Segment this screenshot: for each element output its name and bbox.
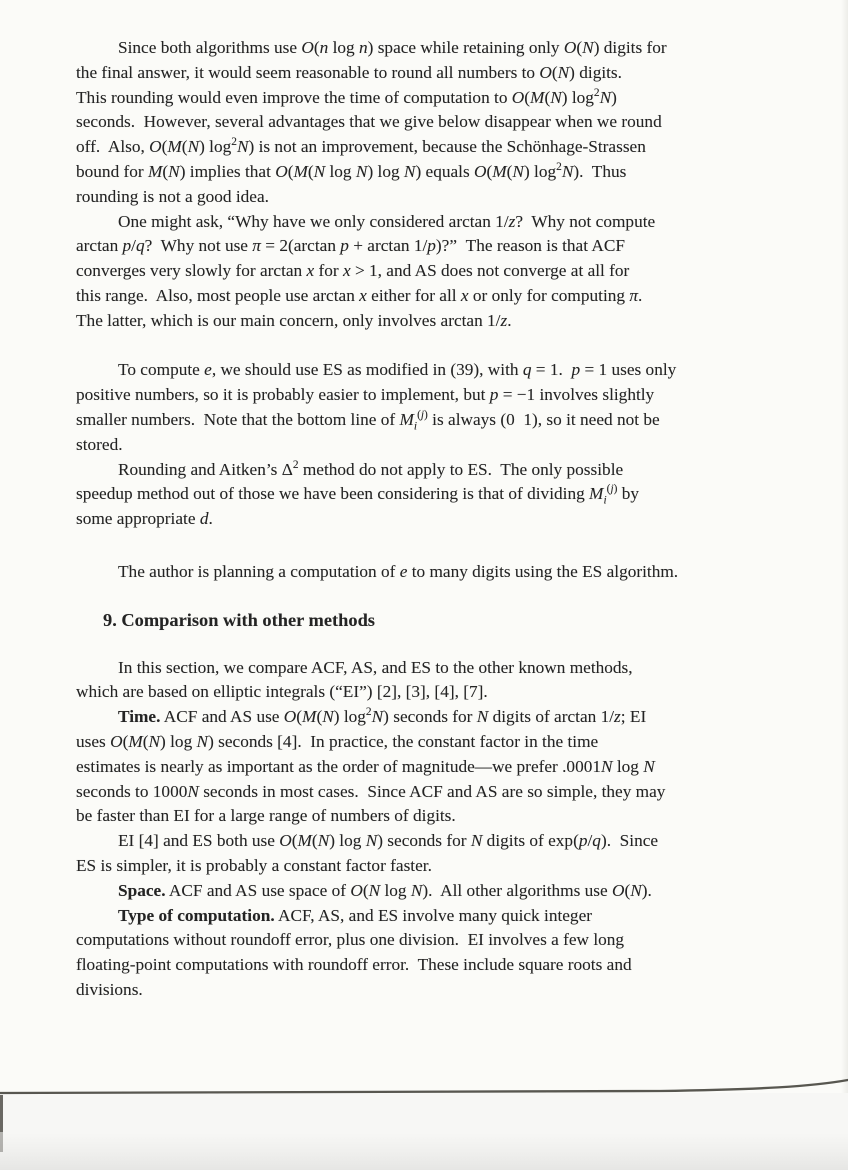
section-heading: 9. Comparison with other methods: [103, 609, 375, 630]
paragraph-type-of-computation: Type of computation. ACF, AS, and ES involve many quick integer computations without roundoff error, plus one division. EI involves a few long floating-point computations with roundoff error. These include square roots and divisions.: [76, 905, 632, 999]
paragraph-time: Time. ACF and AS use O(M(N) $\log^2N$) seconds for N digits of arctan 1/z; EI uses O(M(N) log N) seconds [4]. In practice, the constant factor in the time estimates is nearly as important as the order of magnitude—we prefer .0001N log N seconds to 1000N seconds in most cases. Since ACF and AS are so simple, they may be faster than EI for a large range of numbers of digits.: [76, 706, 666, 826]
paragraph-why-arctan: One might ask, “Why have we only considered arctan 1/z? Why not compute arctan p/q? Why not use π = 2(arctan p + arctan 1/p)?” The reason is that ACF converges very slowly for arctan x for x > 1, and AS does not converge at all for this range. Also, most people use arctan x either for all x or only for computing π. The latter, which is our main concern, only involves arctan 1/z.: [76, 211, 656, 330]
paragraph-intro-comparison: In this section, we compare ACF, AS, and ES to the other known methods, which are based on elliptic integrals (“EI”) [2], [3], [4], [7].: [76, 657, 633, 702]
paragraph-author-plan: The author is planning a computation of e to many digits using the ES algorithm.: [118, 561, 679, 581]
scanner-background: [0, 1093, 848, 1170]
paragraph-rounding: Since both algorithms use O(n log n) space while retaining only O(N) digits for the final answer, it would seem reasonable to round all numbers to O(N) digits. This rounding would even improve the time of computation to O(M(N) $\log^2N$) seconds. However, several advantages that we give below disappear when we round off. Also, O(M(N) $\log^2N$) is not an improvement, because the Schönhage-Strassen bound for M(N) implies that O(M(N log N) log N) equals O(M(N) $\log^2N$). Thus rounding is not a good idea.: [76, 38, 667, 206]
paragraph-compute-e: To compute e, we should use ES as modified in (39), with q = 1. p = 1 uses only positive numbers, so it is probably easier to implement, but p = −1 involves slightly smaller numbers. Note that the bottom line of $M_i^{(j)}$ is always (0 1), so it need not be stored.: [76, 360, 677, 454]
paragraph-ei-es: EI [4] and ES both use O(M(N) log N) seconds for N digits of exp(p/q). Since ES is simpler, it is probably a constant factor faster.: [76, 831, 659, 875]
page-right-edge-shade: [841, 0, 848, 1093]
paragraph-space: Space. ACF and AS use space of O(N log N). All other algorithms use O(N).: [118, 880, 652, 900]
text-block: [76, 36, 838, 1003]
paragraph-rounding-aitken: Rounding and Aitken’s $\Delta^2$ method do not apply to ES. The only possible speedup method out of those we have been considering is that of dividing $M_i^{(j)}$ by some appropriate d.: [76, 458, 640, 529]
